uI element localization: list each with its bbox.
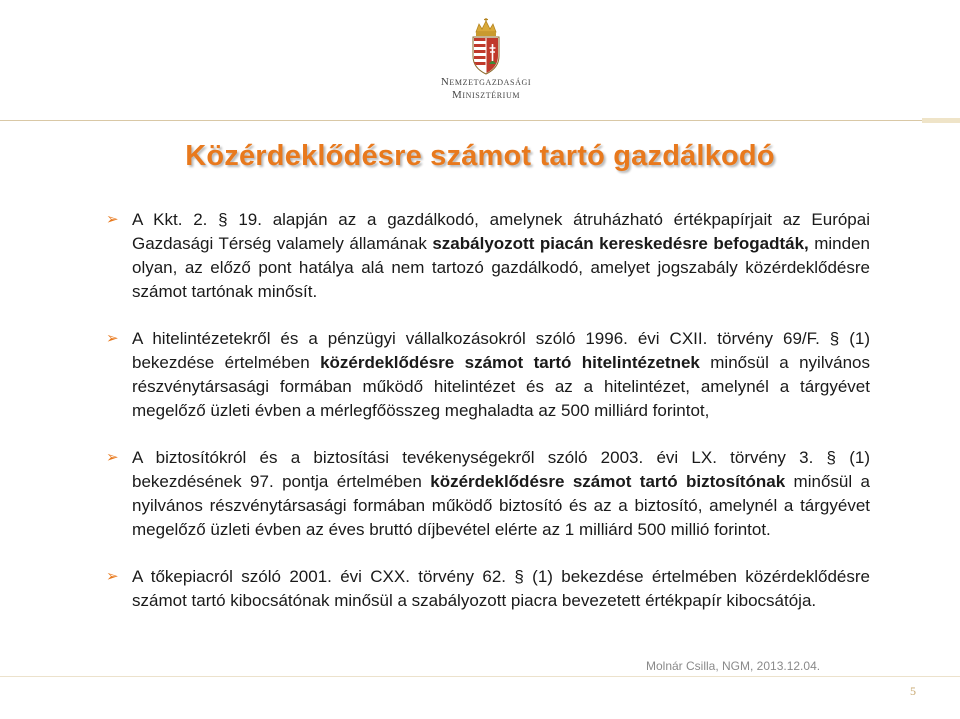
bullet-emphasis: közérdeklődésre számot tartó hitelintézetnek — [320, 353, 700, 372]
slide-title: Közérdeklődésre számot tartó gazdálkodó — [185, 140, 775, 172]
footer-divider — [0, 676, 960, 677]
bullet-emphasis: szabályozott piacán kereskedésre befogadták, — [432, 234, 809, 253]
bullet-text: minden olyan, az előző pont hatálya alá nem tartozó gazdálkodó, amelyet jogszabály közérdeklődésre számot tartónak minősít. — [132, 234, 870, 301]
bullet-item — [106, 446, 870, 542]
arrow-bullet-icon: ➢ — [106, 211, 119, 228]
bullet-emphasis: közérdeklődésre számot tartó biztosítónak — [430, 472, 786, 491]
page-number: 5 — [910, 684, 916, 698]
author-note: Molnár Csilla, NGM, 2013.12.04. — [646, 659, 821, 673]
hungarian-coat-of-arms-icon — [467, 18, 505, 76]
bullet-item — [106, 565, 870, 613]
header-divider — [0, 120, 960, 121]
arrow-bullet-icon: ➢ — [106, 449, 119, 466]
bullet-text: A tőkepiacról szóló 2001. évi CXX. törvény 62. § (1) bekezdése értelmében közérdeklődésre számot tartó kibocsátónak minősül a szabályozott piacra bevezetett értékpapír kibocsátója. — [132, 567, 870, 610]
logo-line2: Minisztérium — [451, 89, 521, 101]
bullet-item — [106, 327, 870, 423]
ministry-logo — [396, 18, 576, 114]
arrow-bullet-icon: ➢ — [106, 330, 119, 347]
bullet-list — [106, 208, 870, 636]
bullet-item — [106, 208, 870, 304]
bullet-text: minősül a nyilvános részvénytársasági formában működő biztosító és az a biztosító, amelynél a tárgyévet megelőző üzleti évben az éves bruttó díjbevétel elérte az 1 milliárd 500 millió forintot. — [132, 472, 870, 539]
bullet-text: minősül a nyilvános részvénytársasági formában működő hitelintézet és az a hitelintézet, amelynél a tárgyévet megelőző üzleti évben a mérlegfőösszeg meghaladta az 500 milliárd forintot, — [132, 353, 870, 420]
header-divider-accent — [922, 118, 960, 123]
arrow-bullet-icon: ➢ — [106, 568, 119, 585]
bullet-text: A hitelintézetekről és a pénzügyi vállalkozásokról szóló 1996. évi CXII. törvény 69/F. § (1) bekezdése értelmében — [132, 329, 870, 372]
bullet-text: A Kkt. 2. § 19. alapján az a gazdálkodó, amelynek átruházható értékpapírjait az Európai Gazdasági Térség valamely államának — [132, 210, 870, 253]
bullet-text: A biztosítókról és a biztosítási tevékenységekről szóló 2003. évi LX. törvény 3. § (1) bekezdésének 97. pontja értelmében — [132, 448, 870, 491]
logo-line1: Nemzetgazdasági — [440, 76, 532, 88]
